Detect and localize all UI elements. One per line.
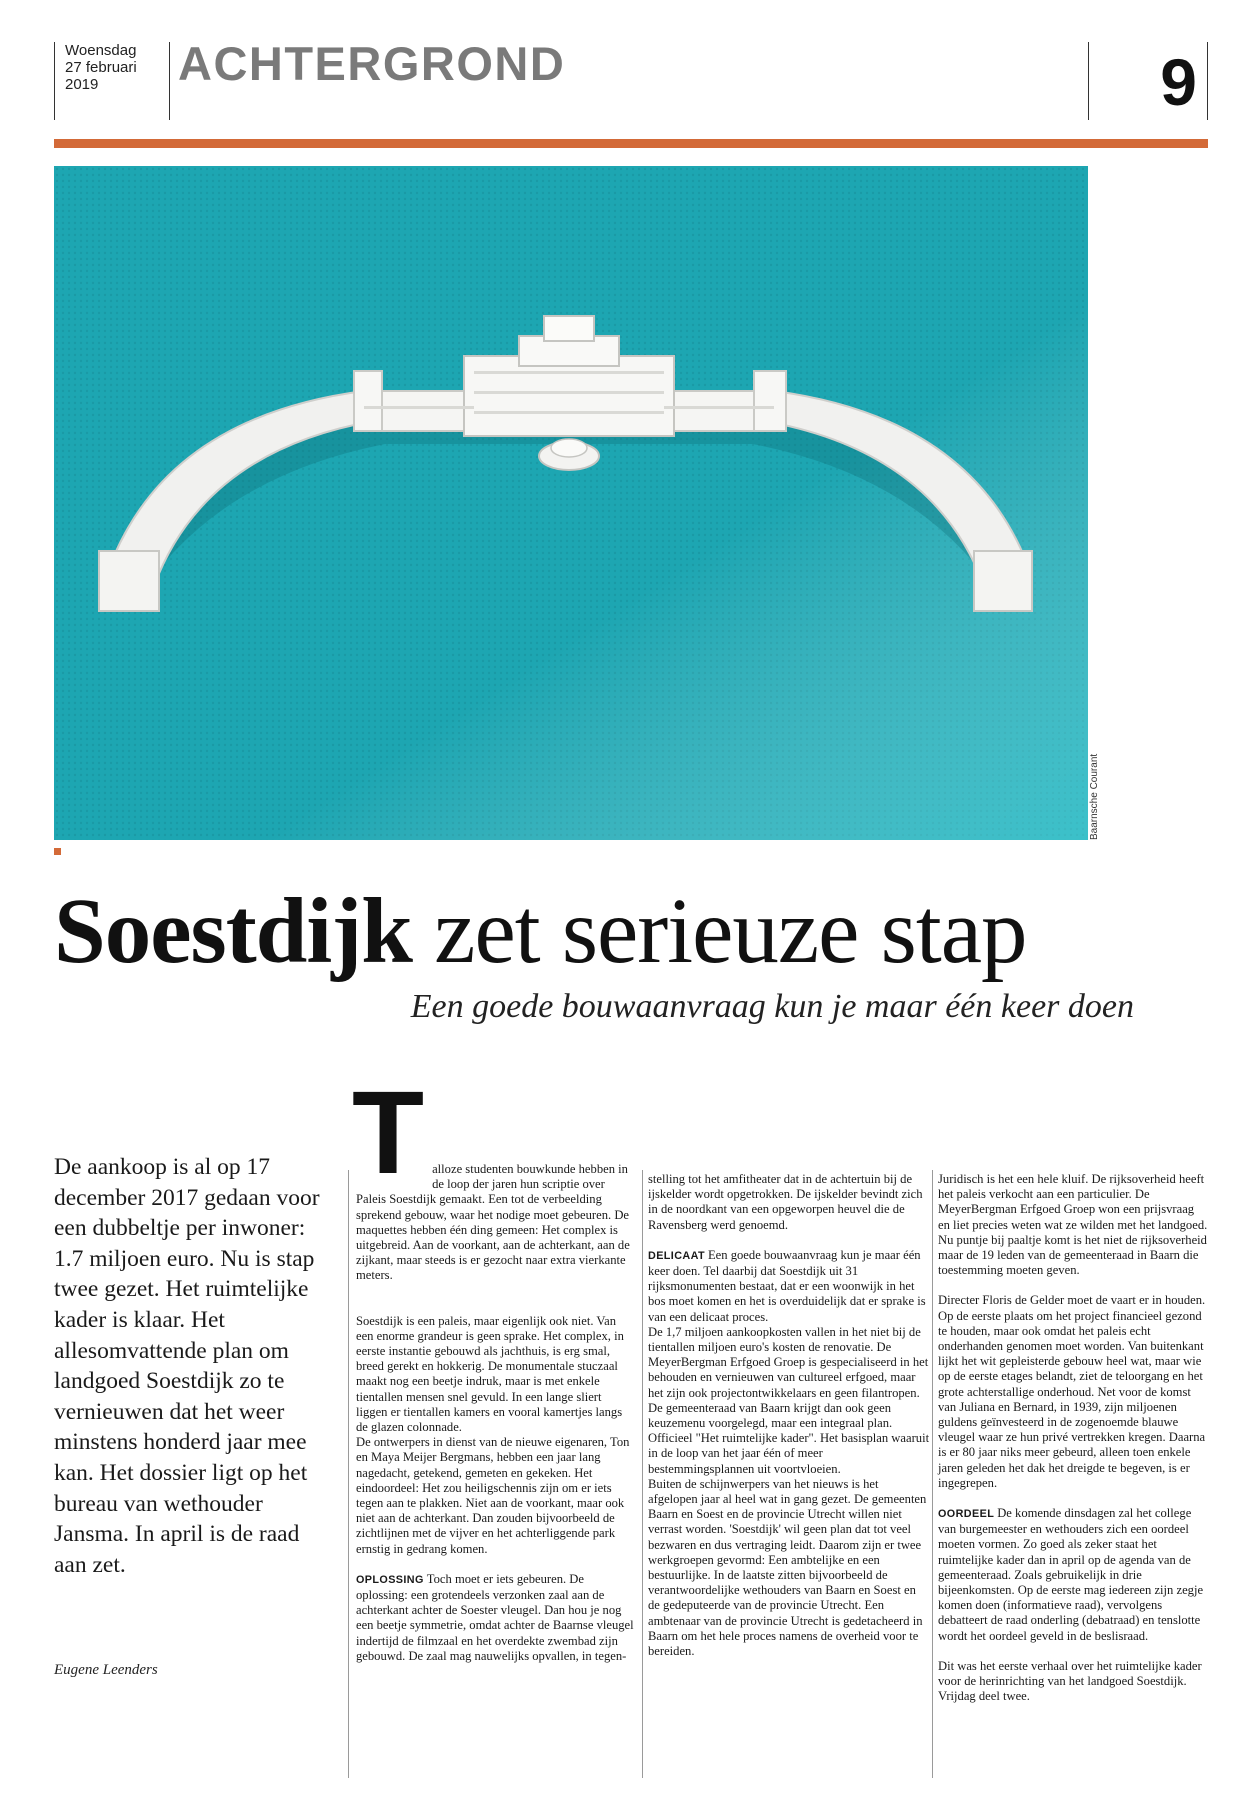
col1-paragraph-3: De ontwerpers in dienst van de nieuwe eigenaren, Ton en Maya Meijer Bergmans, hebben een jaar lang nagedacht, getekend, gemeten en gekeken. Het eindoordeel: Het zou heiligschennis zijn om er iets tegen aan te plakken. Niet aan de voorkant, maar ook niet aan de achterkant. Dan zouden bijvoorbeeld de zichtlijnen met de vijver en het achterliggende park ernstig in gedrang komen. [356,1435,630,1556]
article-intro: De aankoop is al op 17 december 2017 gedaan voor een dubbeltje per inwoner: 1.7 miljoen euro. Nu is stap twee gezet. Het ruimtelijke kader is klaar. Het allesomvattende plan om landgoed Soestdijk zo te vernieuwen dat het weer minstens honderd jaar mee kan. Het dossier ligt op het bureau van wethouder Jansma. In april is de raad aan zet. [54,1154,320,1578]
article-column-1 [352,1067,636,1664]
palace-model-photo [54,166,1088,840]
col2-paragraph-5: Buiten de schijnwerpers van het nieuws is het afgelopen jaar al heel wat in gang gezet. De gemeenten Baarn en Soest en de provincie Utrecht willen niet verrast worden. 'Soestdijk' wil geen plan dat tot veel bezwaren en dus vertraging leidt. Daarom zijn er twee werkgroepen gevormd: Een ambtelijke en een bestuurlijke. In de laatste zitten bijvoorbeeld de verantwoordelijke wethouders van Baarn en Soest en de gedeputeerde van de provincie Utrecht. Een ambtenaar van de provincie Utrecht is gedetacheerd in Baarn om het hele proces namens de overheid voor te bereiden. [648,1476,927,1659]
edition-date [54,42,170,120]
article-column-2 [648,1172,930,1659]
col3-paragraph-2: Directer Floris de Gelder moet de vaart er in houden. Op de eerste plaats om het project financieel gezond te houden, maar ook omdat het paleis echt onderhanden genomen moet worden. Van buitenkant lijkt het wit gepleisterde gebouw heel wat, maar wie op de eerste etages belandt, ziet de teloorgang en het grote achterstallige onderhoud. Net voor de komst van Juliana en Bernard, in 1939, zijn miljoenen guldens geïnvesteerd in de zogenoemde blauwe vleugel waar ze hun privé vertrekken kregen. Daarna is er 80 jaar niks meer gebeurd, alleen toen enkele jaren geleden het dak het dreigde te begeven, is er ingegrepen. [938,1293,1206,1490]
headline-bold: Soestdijk [54,880,412,983]
col2-kicker: DELICAAT [648,1249,705,1262]
column-rule-3 [932,1170,933,1778]
column-rule-1 [348,1170,349,1778]
col1-kicker: OPLOSSING [356,1573,424,1586]
photo-credit-text: Baarnsche Courant [1089,753,1100,840]
column-rule-2 [642,1170,643,1778]
article-byline: Eugene Leenders [54,1662,158,1678]
col1-paragraph-1-text: alloze studenten bouwkunde hebben in de loop der jaren hun scriptie over Paleis Soestdijk gemaakt. Een tot de verbeelding sprekend gebouw, waar het nodige moet gebeuren. De maquettes hebben één ding gemeen: Het complex is uitgebreid. Aan de voorkant, aan de achterkant, aan de zijkant, maar steeds is er gezocht naar extra vierkante meters. [356,1162,630,1283]
page-number-box [1088,42,1208,120]
col2-paragraph-2-text: Een goede bouwaanvraag kun je maar één keer doen. Tel daarbij dat Soestdijk uit 31 rijksmonumenten bestaat, dat er een woonwijk in het bos moet komen en het is overduidelijk dat er sprake is van een delicaat proces. [648,1247,926,1324]
col2-paragraph-4: De gemeenteraad van Baarn krijgt dan ook geen keuzemenu voorgelegd, maar een integraal plan. Officieel "Het ruimtelijke kader". Het basisplan waaruit in de loop van het jaar één of meer bestemmingsplannen uit voortvloeien. [648,1400,930,1476]
photo-credit [1086,752,1106,840]
article-subheadline: Een goede bouwaanvraag kun je maar één keer doen [410,988,1134,1025]
col3-paragraph-4: Dit was het eerste verhaal over het ruimtelijke kader voor de herinrichting van het landgoed Soestdijk. Vrijdag deel twee. [938,1658,1202,1704]
edition-day-month: 27 februari [65,59,137,76]
col2-paragraph-1: stelling tot het amfitheater dat in de achtertuin bij de ijskelder wordt opgetrokken. De ijskelder bevindt zich in de noordkant van een opgeworpen heuvel die de Ravensberg werd genoemd. [648,1172,923,1232]
page-number: 9 [1160,45,1197,119]
section-title: ACHTERGROND [178,37,566,90]
col3-paragraph-1: Juridisch is het een hele kluif. De rijksoverheid heeft het paleis verkocht aan een particulier. De MeyerBergman Erfgoed Groep won een prijsvraag en liet precies weten wat ze wilden met het landgoed. Nu puntje bij paaltje komt is het niet de rijksoverheid maar de 19 leden van de gemeenteraad in Baarn die toestemming moeten geven. [938,1172,1208,1278]
edition-weekday: Woensdag [65,42,137,59]
col1-paragraph-4-text: Toch moet er iets gebeuren. De oplossing: een grotendeels verzonken zaal aan de achterkant achter de Soester vleugel. Dan hou je nog een beetje symmetrie, omdat achter de Baarnse vleugel indertijd de filmzaal en het overdekte zwembad zijn gebouwd. De zaal mag nauwelijks opvallen, in tegen- [356,1571,634,1663]
col2-paragraph-2 [648,1248,930,1325]
col1-paragraph-2: Soestdijk is een paleis, maar eigenlijk ook niet. Van een enorme grandeur is geen sprake. Het complex, in eerste instantie gebouwd als jachthuis, is erg smal, breed gerekt en hokkerig. De monumentale stuczaal maakt nog een beetje indruk, maar is met enkele tientallen mensen snel gevuld. In een lange sliert liggen er tientallen kamers en vooral kamertjes langs de glazen colonnade. [356,1313,624,1435]
col1-paragraph-1 [352,1067,636,1284]
edition-year: 2019 [65,76,99,93]
article-column-3 [938,1172,1208,1705]
col1-paragraph-4 [356,1572,636,1664]
headline-regular: zet serieuze stap [434,880,1027,983]
palace-model-illustration [54,166,1088,840]
accent-marker [54,848,61,855]
col3-paragraph-3-text: De komende dinsdagen zal het college van burgemeester en wethouders zich een oordeel moeten vormen. Zo goed als zeker staat het ruimtelijke kader dan in april op de agenda van de gemeenteraad. Zoals gebruikelijk in drie bijeenkomsten. Op de eerste mag iedereen zijn zegje komen doen (informatieve raad), vervolgens debatteert de raad onderling (debatraad) en tenslotte wordt het oordeel geveld in de beslisraad. [938,1506,1204,1643]
col3-paragraph-3 [938,1506,1208,1644]
drop-cap: T [352,1067,425,1199]
article-headline [54,882,1027,982]
col3-kicker: OORDEEL [938,1508,995,1521]
col2-paragraph-3: De 1,7 miljoen aankoopkosten vallen in het niet bij de tientallen miljoen euro's kosten de renovatie. De MeyerBergman Erfgoed Groep is gespecialiseerd in het behouden en vernieuwen van cultureel erfgoed, maar het zijn ook projectontwikkelaars en geen filantropen. [648,1324,929,1400]
header-rule [54,139,1208,148]
